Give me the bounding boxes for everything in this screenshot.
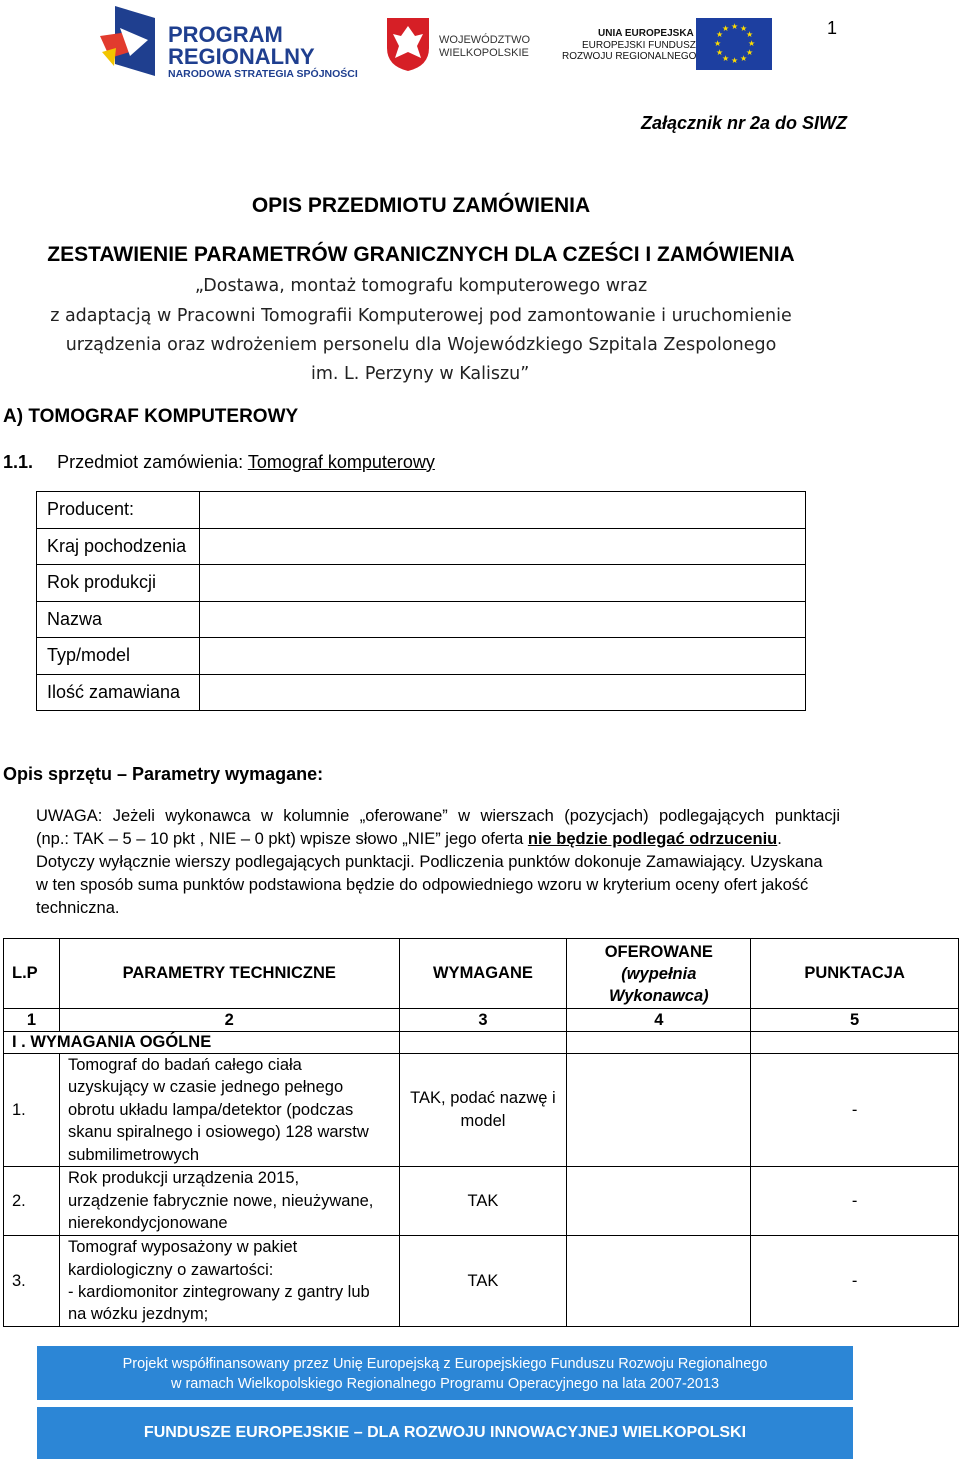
row-lp: 2. — [4, 1167, 60, 1236]
row-score: - — [751, 1054, 959, 1167]
quantity-value-field[interactable] — [200, 674, 806, 711]
req-line: model — [460, 1112, 506, 1131]
producer-row — [37, 492, 806, 529]
row-offered-field[interactable] — [567, 1167, 751, 1236]
param-line: uzyskujący w czasie jednego pełnego — [67, 1078, 344, 1097]
svg-text:★: ★ — [746, 30, 754, 39]
param-line: na wózku jezdnym; — [67, 1305, 209, 1324]
row-parameter — [59, 1167, 399, 1236]
table-row — [4, 1167, 959, 1236]
section-empty-cell — [751, 1032, 959, 1054]
item-value: Tomograf komputerowy — [247, 452, 435, 472]
country-value-field[interactable] — [200, 528, 806, 565]
row-lp: 3. — [4, 1236, 60, 1327]
param-line: - kardiomonitor zintegrowany z gantry lub — [67, 1283, 370, 1302]
eagle-shield-icon — [385, 16, 431, 72]
table-row — [4, 1054, 959, 1167]
notice-paragraph — [36, 805, 840, 920]
section-row — [4, 1032, 959, 1054]
name-label: Nazwa — [37, 601, 200, 638]
section-general-requirements: I . WYMAGANIA OGÓLNE — [4, 1032, 400, 1054]
producer-row — [37, 601, 806, 638]
offered-header-line1: OFEROWANE — [604, 942, 713, 961]
footer-line-2: w ramach Wielkopolskiego Regionalnego Programu Operacyjnego na lata 2007-2013 — [170, 1376, 720, 1392]
req-line: TAK, podać nazwę i — [410, 1089, 556, 1108]
logo-wlkp-line2: WIELKOPOLSKIE — [439, 47, 529, 59]
param-line: Tomograf wyposażony w pakiet — [67, 1238, 298, 1257]
row-required: TAK — [399, 1236, 567, 1327]
item-number: 1.1. — [3, 452, 34, 472]
notice-line-2-text: (np.: TAK – 5 – 10 pkt , NIE – 0 pkt) wpisze słowo „NIE” jego oferta — [36, 830, 528, 848]
offered-header-line2: (wypełnia — [621, 964, 697, 983]
eu-flag-icon — [696, 18, 772, 70]
row-parameter — [59, 1236, 399, 1327]
col-number: 1 — [4, 1009, 60, 1032]
notice-line-1: UWAGA: Jeżeli wykonawca w kolumnie „oferowane” w wierszach (pozycjach) podlegających punktacji — [36, 807, 840, 825]
svg-text:★: ★ — [722, 24, 730, 33]
description-line-4: im. L. Perzyny w Kaliszu” — [311, 364, 530, 384]
param-line: nierekondycjonowane — [67, 1214, 228, 1233]
col-header-lp: L.P — [4, 939, 60, 1009]
param-line: submilimetrowych — [67, 1145, 200, 1164]
notice-line-2-end: . — [777, 830, 782, 848]
row-required — [399, 1054, 567, 1167]
svg-text:★: ★ — [716, 30, 724, 39]
col-header-score: PUNKTACJA — [751, 939, 959, 1009]
producer-row — [37, 528, 806, 565]
notice-line-2 — [36, 828, 840, 851]
svg-text:★: ★ — [722, 54, 730, 63]
offered-header-line3: Wykonawca) — [608, 986, 709, 1005]
col-number: 5 — [751, 1009, 959, 1032]
logo-ue-line1: UNIA EUROPEJSKA — [598, 28, 694, 39]
parameters-table — [3, 938, 959, 1327]
footer-slogan-band — [37, 1407, 853, 1459]
header-row — [4, 939, 959, 1009]
svg-text:★: ★ — [748, 39, 756, 48]
row-offered-field[interactable] — [567, 1236, 751, 1327]
program-regionalny-emblem-icon — [100, 6, 160, 78]
logo-program-line2: REGIONALNY — [168, 44, 315, 69]
item-label: Przedmiot zamówienia: — [57, 452, 244, 472]
logo-wlkp-line1: WOJEWÓDZTWO — [439, 34, 531, 46]
producer-row — [37, 638, 806, 675]
description-line-1: „Dostawa, montaż tomografu komputerowego wraz — [194, 276, 648, 296]
col-header-required: WYMAGANE — [399, 939, 567, 1009]
param-line: Tomograf do badań całego ciała — [67, 1056, 302, 1074]
year-label: Rok produkcji — [37, 565, 200, 602]
model-label: Typ/model — [37, 638, 200, 675]
row-lp: 1. — [4, 1054, 60, 1167]
producer-row — [37, 565, 806, 602]
col-header-parameters: PARAMETRY TECHNICZNE — [59, 939, 399, 1009]
quantity-label: Ilość zamawiana — [37, 674, 200, 711]
country-label: Kraj pochodzenia — [37, 528, 200, 565]
col-number: 3 — [399, 1009, 567, 1032]
row-score: - — [751, 1167, 959, 1236]
subject-line — [3, 452, 435, 473]
section-empty-cell — [399, 1032, 567, 1054]
document-title: OPIS PRZEDMIOTU ZAMÓWIENIA — [251, 194, 591, 217]
name-value-field[interactable] — [200, 601, 806, 638]
notice-rejection-emphasis: nie będzie podlegać odrzuceniu — [527, 830, 778, 848]
producer-row — [37, 674, 806, 711]
row-required: TAK — [399, 1167, 567, 1236]
logo-program-line3: NARODOWA STRATEGIA SPÓJNOŚCI — [168, 68, 358, 80]
param-line: Rok produkcji urządzenia 2015, — [67, 1169, 300, 1188]
year-value-field[interactable] — [200, 565, 806, 602]
notice-line-4: w ten sposób suma punktów podstawiona będzie do odpowiedniego wzoru w kryterium oceny ofert jakość — [36, 876, 809, 894]
logo-program-line1: PROGRAM — [168, 22, 283, 47]
wielkopolska-logo — [385, 16, 531, 72]
page-number: 1 — [827, 18, 838, 38]
section-empty-cell — [567, 1032, 751, 1054]
attachment-label: Załącznik nr 2a do SIWZ — [641, 113, 848, 133]
svg-text:★: ★ — [740, 54, 748, 63]
svg-text:★: ★ — [731, 22, 739, 31]
param-line: skanu spiralnego i osiowego) 128 warstw — [67, 1123, 369, 1142]
producer-table — [36, 491, 806, 711]
logo-ue-line2: EUROPEJSKI FUNDUSZ — [582, 40, 696, 51]
footer-cofinancing-band — [37, 1346, 853, 1400]
param-line: urządzenie fabrycznie nowe, nieużywane, — [67, 1191, 374, 1210]
model-value-field[interactable] — [200, 638, 806, 675]
param-line: obrotu układu lampa/detektor (podczas — [67, 1100, 354, 1119]
col-number: 4 — [567, 1009, 751, 1032]
svg-text:★: ★ — [746, 48, 754, 57]
document-subtitle: ZESTAWIENIE PARAMETRÓW GRANICZNYCH DLA CZEŚCI I ZAMÓWIENIA — [47, 243, 795, 266]
col-number: 2 — [59, 1009, 399, 1032]
section-a-heading: A) TOMOGRAF KOMPUTEROWY — [3, 406, 299, 427]
eu-logo — [560, 18, 772, 70]
svg-text:★: ★ — [716, 48, 724, 57]
description-line-3: urządzenia oraz wdrożeniem personelu dla Wojewódzkiego Szpitala Zespolonego — [65, 335, 777, 355]
row-parameter — [59, 1054, 399, 1167]
logo-ue-line3: ROZWOJU REGIONALNEGO — [562, 51, 697, 62]
col-header-offered — [567, 939, 751, 1009]
footer-slogan: FUNDUSZE EUROPEJSKIE – DLA ROZWOJU INNOWACYJNEJ WIELKOPOLSKI — [143, 1424, 747, 1441]
producer-value-field[interactable] — [200, 492, 806, 529]
param-line: kardiologiczny o zawartości: — [67, 1260, 274, 1279]
svg-text:★: ★ — [731, 56, 739, 65]
table-row — [4, 1236, 959, 1327]
producer-label: Producent: — [37, 492, 200, 529]
svg-text:★: ★ — [714, 39, 722, 48]
row-offered-field[interactable] — [567, 1054, 751, 1167]
row-score: - — [751, 1236, 959, 1327]
footer-line-1: Projekt współfinansowany przez Unię Europejską z Europejskiego Funduszu Rozwoju Regionalnego — [122, 1356, 768, 1372]
notice-line-5: techniczna. — [36, 899, 120, 917]
svg-text:★: ★ — [740, 24, 748, 33]
description-line-2: z adaptacją w Pracowni Tomografii Komputerowej pod zamontowanie i uruchomienie — [50, 306, 792, 326]
equipment-description-heading: Opis sprzętu – Parametry wymagane: — [3, 764, 324, 784]
column-numbers-row — [4, 1009, 959, 1032]
notice-line-3: Dotyczy wyłącznie wierszy podlegających punktacji. Podliczenia punktów dokonuje Zamawiający. Uzyskana — [36, 853, 823, 871]
program-regionalny-logo — [100, 6, 358, 80]
